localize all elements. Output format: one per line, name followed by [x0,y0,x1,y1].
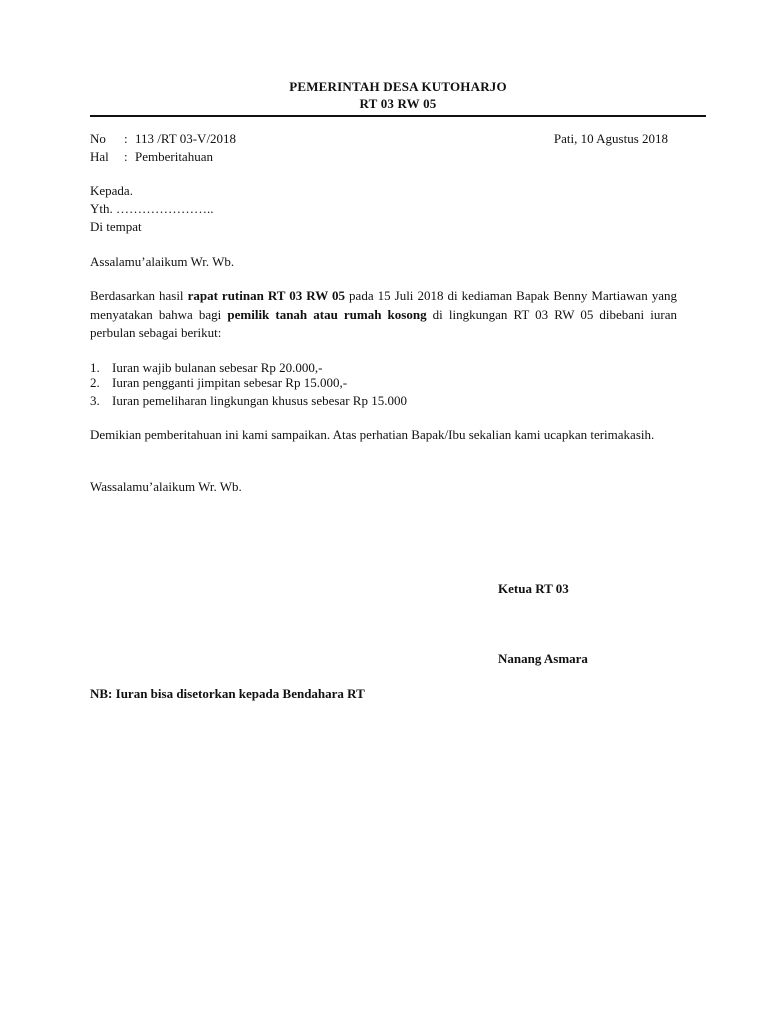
meta-hal-value: Pemberitahuan [135,149,213,164]
recipient-line-3: Di tempat [90,219,142,234]
list-text: Iuran pemeliharan lingkungan khusus sebesar Rp 15.000 [112,393,407,408]
recipient-line-1: Kepada. [90,183,133,198]
letterhead-divider [90,115,706,117]
meta-no-value: 113 /RT 03-V/2018 [135,131,237,146]
list-text: Iuran pengganti jimpitan sebesar Rp 15.000,- [112,375,348,390]
meta-no-label: No [90,131,106,146]
opening-greeting: Assalamu’alaikum Wr. Wb. [90,254,235,269]
letterhead-unit: RT 03 RW 05 [359,96,437,111]
meta-hal-colon: : [124,149,128,164]
body-emphasis-meeting: rapat rutinan RT 03 RW 05 [187,288,346,303]
meta-hal-label: Hal [90,149,109,164]
body-text-1: Berdasarkan hasil [90,288,188,303]
list-text: Iuran wajib bulanan sebesar Rp 20.000,- [112,360,323,375]
list-number: 3. [90,393,100,408]
meta-no-row [0,130,768,147]
footnote: NB: Iuran bisa disetorkan kepada Bendahara RT [90,686,365,701]
body-emphasis-owners: pemilik tanah atau rumah kosong [227,306,427,322]
body-text-2: pada 15 Juli 2018 di kediaman Bapak Benny Martiawan yang menyatakan bahwa bagi [90,288,677,322]
closing-greeting: Wassalamu’alaikum Wr. Wb. [90,479,242,494]
closing-paragraph: Demikian pemberitahuan ini kami sampaikan. Atas perhatian Bapak/Ibu sekalian kami ucapkan terimakasih. [90,427,655,442]
signature-title: Ketua RT 03 [498,581,569,596]
letterhead-organization: PEMERINTAH DESA KUTOHARJO [289,79,507,94]
signature-name: Nanang Asmara [498,651,588,666]
body-paragraph [90,287,677,343]
list-number: 1. [90,360,100,375]
recipient-line-2: Yth. ………………….. [90,201,214,216]
place-date: Pati, 10 Agustus 2018 [553,131,668,146]
letterhead [90,78,706,112]
meta-hal-row [0,148,768,165]
body-text-3: di lingkungan RT 03 RW 05 dibebani iuran perbulan sebagai berikut: [90,306,677,340]
list-number: 2. [90,375,100,390]
meta-no-colon: : [124,131,128,146]
